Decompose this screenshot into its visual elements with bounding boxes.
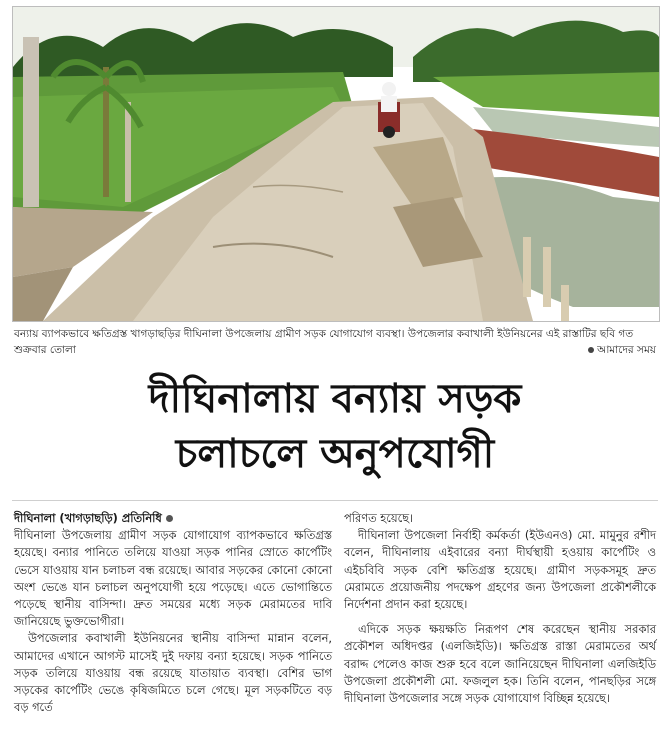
photo-credit: [588, 342, 656, 358]
byline-text: দীঘিনালা (খাগড়াছড়ি) প্রতিনিধি: [14, 511, 162, 525]
news-photo: [12, 6, 660, 322]
divider: [12, 500, 658, 501]
bullet-icon: [588, 347, 594, 353]
article-column-left: [14, 510, 332, 716]
headline-line-1: দীঘিনালায় বন্যায় সড়ক: [148, 375, 522, 422]
headline: [40, 372, 630, 482]
headline-line-2: চলাচলে অনুপযোগী: [175, 430, 495, 477]
byline: [14, 510, 332, 527]
credit-text: আমাদের সময়: [597, 344, 656, 356]
bullet-icon: [166, 515, 173, 522]
paragraph: উপজেলার কবাখালী ইউনিয়নের স্থানীয় বাসিন্দা মান্নান বলেন, আমাদের এখানে আগস্ট মাসেই দুই দফায় বন্যা হয়েছে। সড়ক পানিতে সড়ক তলিয়ে যাওয়ায় বন্ধ রয়েছে যাতায়াত ব্যবস্থা। বেশির ভাগ সড়কের কার্পেটিং ভেঙে কৃষিজমিতে চলে গেছে। মূল সড়কটিতে বড় বড় গর্তে: [14, 631, 332, 715]
caption-text: বন্যায় ব্যাপকভাবে ক্ষতিগ্রস্ত খাগড়াছড়ির দীঘিনালা উপজেলায় গ্রামীণ সড়ক যোগাযোগ ব্যবস্থা। উপজেলার কবাখালী ইউনিয়নের এই রাস্তাটির ছবি গত শুক্রবার তোলা: [14, 328, 634, 356]
photo-caption: [14, 326, 656, 358]
damaged-rural-road-icon: [13, 7, 659, 321]
paragraph: দীঘিনালা উপজেলা নির্বাহী কর্মকর্তা (ইউএনও) মো. মামুনুর রশীদ বলেন, দীঘিনালায় এইবারের বন্যা দীর্ঘস্থায়ী হওয়ায় কার্পেটিং ও এইচবিবি সড়ক বেশি ক্ষতিগ্রস্ত হয়েছে। গ্রামীণ সড়কসমূহ দ্রুত মেরামতে প্রয়োজনীয় পদক্ষেপ গ্রহণের জন্য উপজেলা প্রকৌশলীকে নির্দেশনা প্রদান করা হয়েছে।: [344, 528, 656, 612]
article-column-right: [344, 510, 656, 707]
paragraph: এদিকে সড়ক ক্ষয়ক্ষতি নিরূপণ শেষ করেছেন স্থানীয় সরকার প্রকৌশল অধিদপ্তর (এলজিইডি)। ক্ষতিগ্রস্ত রাস্তা মেরামতের অর্থ বরাদ্দ পেলেও কাজ শুরু হবে বলে জানিয়েছেন দীঘিনালা এলজিইডি উপজেলা প্রকৌশলী মো. ফজলুল হক। তিনি বলেন, পানছড়ির সঙ্গে দীঘিনালা উপজেলার সঙ্গে সড়ক যোগাযোগ বিচ্ছিন্ন হয়েছে।: [344, 622, 656, 706]
paragraph: পরিণত হয়েছে।: [344, 511, 414, 525]
paragraph: দীঘিনালা উপজেলায় গ্রামীণ সড়ক যোগাযোগ ব্যাপকভাবে ক্ষতিগ্রস্ত হয়েছে। বন্যার পানিতে তলিয়ে যাওয়া সড়ক পানির স্রোতে কার্পেটিং ভেসে যাওয়ায় যান চলাচল বন্ধ রয়েছে। আবার সড়কের কোনো কোনো অংশ ভেঙে যান চলাচল অনুপযোগী হয়ে পড়েছে। এতে ভোগান্তিতে পড়েছে স্থানীয় বাসিন্দা। দ্রুত সময়ের মধ্যে সড়ক মেরামতের দাবি জানিয়েছে ভুক্তভোগীরা।: [14, 528, 332, 629]
paragraph-gap: [344, 613, 656, 621]
